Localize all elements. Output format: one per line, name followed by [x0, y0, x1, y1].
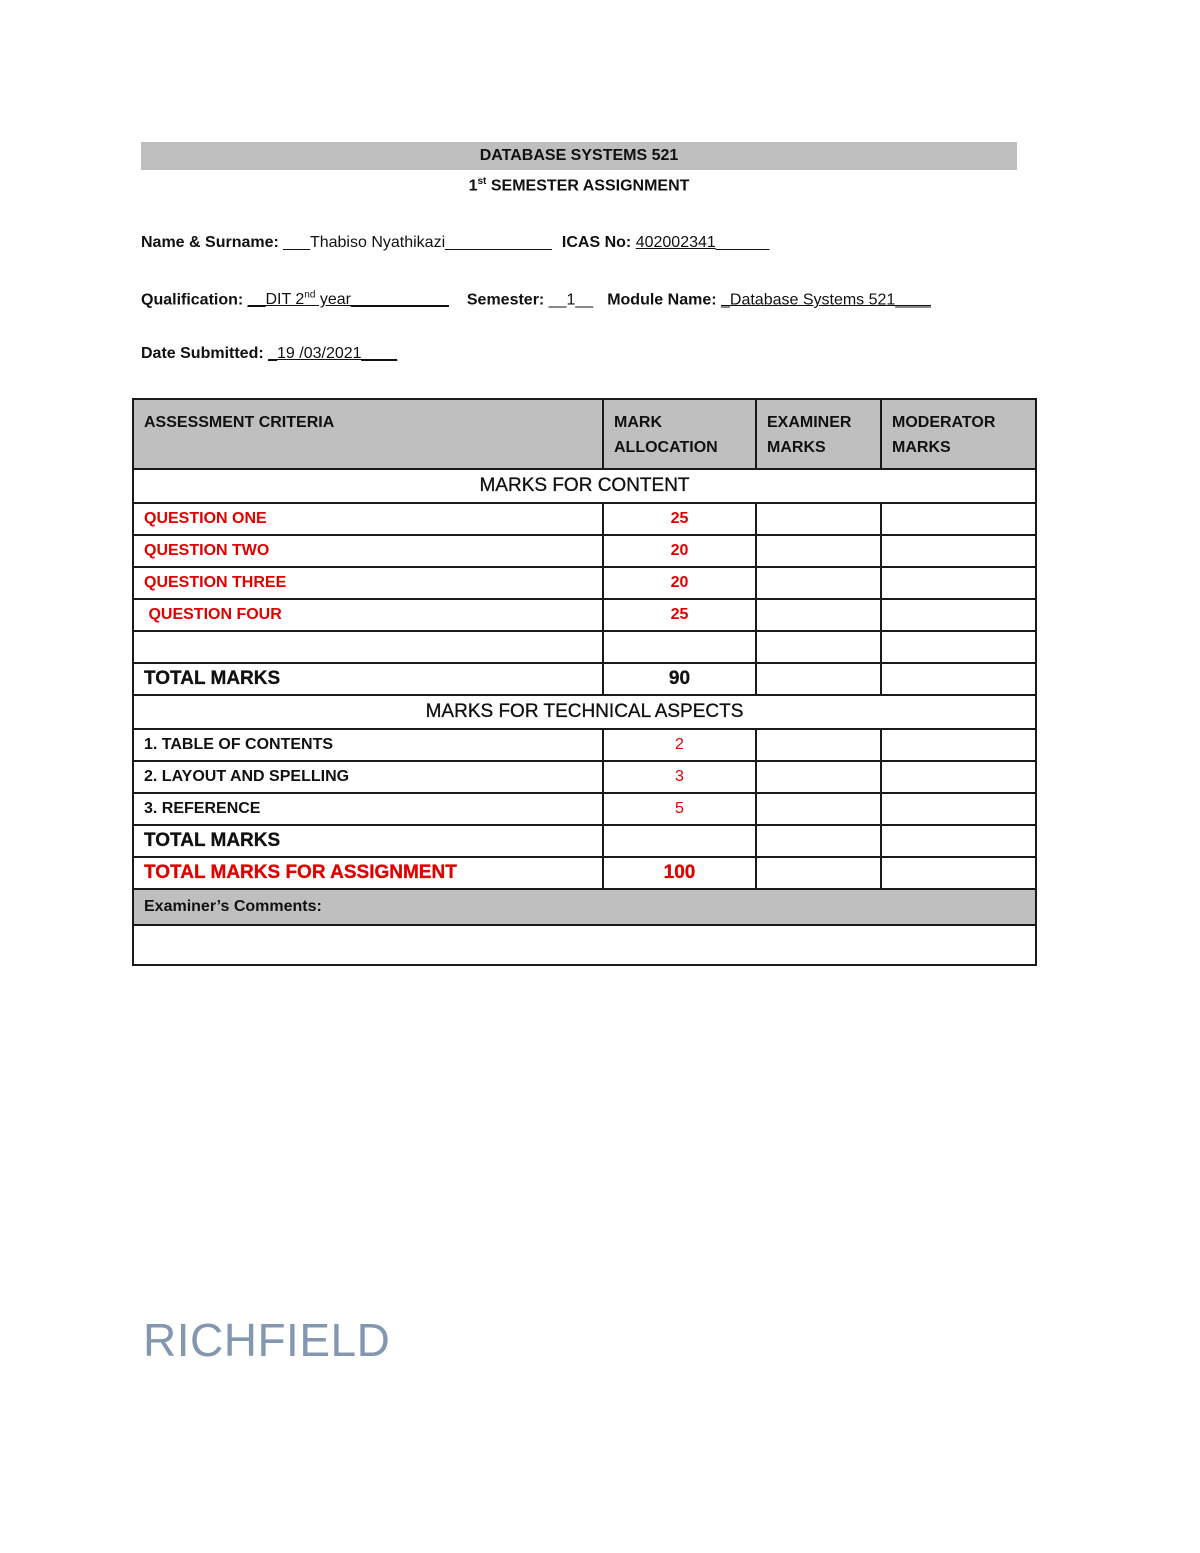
- qualification-sup: nd: [304, 290, 316, 301]
- icas-trail: ______: [715, 234, 770, 251]
- moderator-mark-cell[interactable]: [881, 761, 1036, 793]
- table-row: [133, 567, 1036, 599]
- student-info-line: [141, 234, 769, 252]
- examiner-comments-field[interactable]: [133, 925, 1036, 965]
- subtitle-superscript: st: [477, 176, 487, 187]
- moderator-mark-cell[interactable]: [881, 631, 1036, 663]
- mark-cell: 25: [603, 503, 756, 535]
- criteria-cell: QUESTION FOUR: [133, 599, 603, 631]
- moderator-mark-cell[interactable]: [881, 729, 1036, 761]
- examiner-mark-cell[interactable]: [756, 793, 881, 825]
- module-label: Module Name:: [607, 291, 721, 309]
- assignment-total-row: [133, 857, 1036, 889]
- qualification-value: [248, 291, 449, 308]
- table-row-empty: [133, 631, 1036, 663]
- header-assessment-criteria: ASSESSMENT CRITERIA: [133, 399, 603, 469]
- date-line: [141, 345, 397, 363]
- moderator-mark-cell[interactable]: [881, 599, 1036, 631]
- examiner-comments-label: Examiner’s Comments:: [133, 889, 1036, 925]
- examiner-mark-cell[interactable]: [756, 729, 881, 761]
- assignment-total-value: 100: [603, 857, 756, 889]
- content-total-value: 90: [603, 663, 756, 695]
- table-row: [133, 729, 1036, 761]
- mark-cell: 25: [603, 599, 756, 631]
- qualification-value-post: year___________: [315, 291, 449, 309]
- moderator-total-cell[interactable]: [881, 663, 1036, 695]
- mark-cell: [603, 631, 756, 663]
- qualification-value-pre: __DIT 2: [247, 291, 305, 309]
- examiner-total-cell[interactable]: [756, 663, 881, 695]
- content-total-label: TOTAL MARKS: [133, 663, 603, 695]
- assignment-total-label: TOTAL MARKS FOR ASSIGNMENT: [133, 857, 603, 889]
- criteria-cell: [133, 631, 603, 663]
- moderator-mark-cell[interactable]: [881, 503, 1036, 535]
- icas-label: ICAS No:: [561, 234, 636, 251]
- examiner-mark-cell[interactable]: [756, 503, 881, 535]
- subtitle-text: SEMESTER ASSIGNMENT: [486, 177, 690, 195]
- moderator-total-cell[interactable]: [881, 825, 1036, 857]
- document-subtitle: [141, 176, 1017, 195]
- semester-value: __1__: [548, 291, 594, 309]
- semester-label: Semester:: [466, 291, 549, 309]
- table-row: [133, 535, 1036, 567]
- technical-total-row: [133, 825, 1036, 857]
- table-row: [133, 599, 1036, 631]
- richfield-logo: RICHFIELD: [143, 1314, 391, 1366]
- examiner-mark-cell[interactable]: [756, 631, 881, 663]
- examiner-total-cell[interactable]: [756, 857, 881, 889]
- mark-cell: 3: [603, 761, 756, 793]
- header-moderator-marks: MODERATOR MARKS: [881, 399, 1036, 469]
- name-label: Name & Surname:: [141, 234, 284, 251]
- table-row: [133, 793, 1036, 825]
- moderator-mark-cell[interactable]: [881, 535, 1036, 567]
- moderator-mark-cell[interactable]: [881, 567, 1036, 599]
- mark-cell: 5: [603, 793, 756, 825]
- header-mark-allocation: MARK ALLOCATION: [603, 399, 756, 469]
- mark-cell: 2: [603, 729, 756, 761]
- criteria-cell: QUESTION TWO: [133, 535, 603, 567]
- qualification-line: [141, 290, 931, 309]
- assessment-table: [132, 398, 1037, 966]
- criteria-cell: 2. LAYOUT AND SPELLING: [133, 761, 603, 793]
- comments-body-row: [133, 925, 1036, 965]
- table-header-row: [133, 399, 1036, 469]
- comments-header-row: [133, 889, 1036, 925]
- content-section-title: MARKS FOR CONTENT: [133, 469, 1036, 503]
- content-section-row: [133, 469, 1036, 503]
- subtitle-number: 1: [468, 177, 478, 195]
- table-row: [133, 503, 1036, 535]
- examiner-mark-cell[interactable]: [756, 761, 881, 793]
- criteria-cell: QUESTION THREE: [133, 567, 603, 599]
- moderator-mark-cell[interactable]: [881, 793, 1036, 825]
- name-value: ___Thabiso Nyathikazi____________: [283, 234, 552, 251]
- technical-total-label: TOTAL MARKS: [133, 825, 603, 857]
- table-row: [133, 761, 1036, 793]
- icas-value: 402002341: [635, 234, 716, 251]
- criteria-cell: 3. REFERENCE: [133, 793, 603, 825]
- examiner-total-cell[interactable]: [756, 825, 881, 857]
- module-value: _Database Systems 521____: [721, 291, 931, 309]
- document-title: DATABASE SYSTEMS 521: [141, 142, 1017, 170]
- content-total-row: [133, 663, 1036, 695]
- technical-section-title: MARKS FOR TECHNICAL ASPECTS: [133, 695, 1036, 729]
- examiner-mark-cell[interactable]: [756, 567, 881, 599]
- mark-cell: 20: [603, 567, 756, 599]
- technical-section-row: [133, 695, 1036, 729]
- moderator-total-cell[interactable]: [881, 857, 1036, 889]
- criteria-cell: QUESTION ONE: [133, 503, 603, 535]
- mark-cell: 20: [603, 535, 756, 567]
- criteria-cell: 1. TABLE OF CONTENTS: [133, 729, 603, 761]
- examiner-mark-cell[interactable]: [756, 535, 881, 567]
- date-label: Date Submitted:: [141, 345, 269, 362]
- examiner-mark-cell[interactable]: [756, 599, 881, 631]
- qualification-label: Qualification:: [141, 291, 248, 309]
- header-examiner-marks: EXAMINER MARKS: [756, 399, 881, 469]
- date-value: _19 /03/2021____: [268, 345, 398, 362]
- technical-total-value: [603, 825, 756, 857]
